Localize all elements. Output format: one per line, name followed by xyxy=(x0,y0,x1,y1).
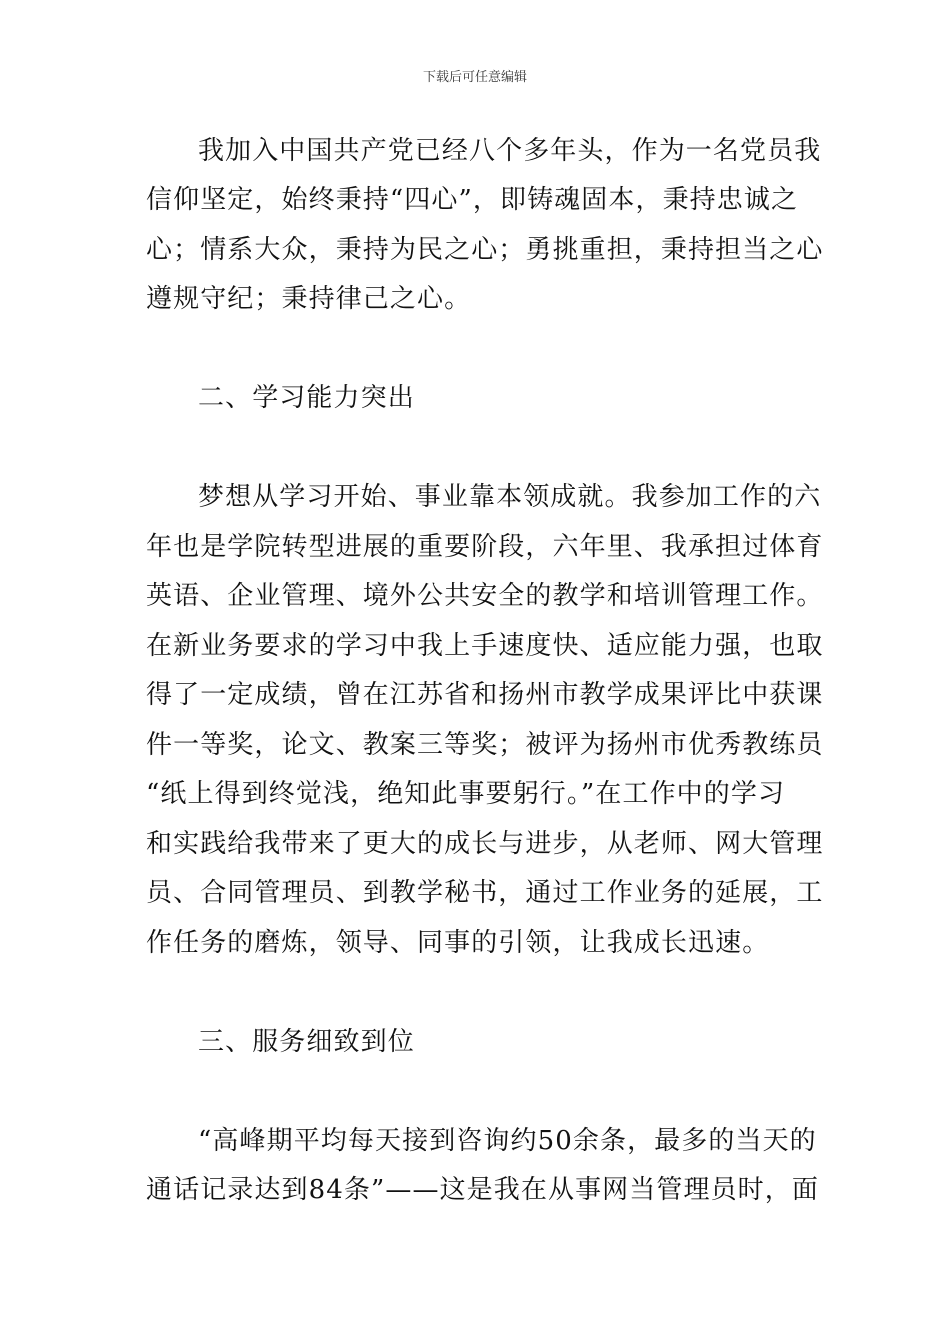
paragraph-line: 遵规守纪；秉持律己之心。 xyxy=(146,284,472,314)
page-header: 下载后可任意编辑 xyxy=(422,70,527,85)
paragraph-line: 在新业务要求的学习中我上手速度快、适应能力强，也取 xyxy=(146,631,824,661)
paragraph-line: 作任务的磨炼，领导、同事的引领，让我成长迅速。 xyxy=(146,928,770,958)
paragraph-line: 通话记录达到84条”——这是我在从事网当管理员时，面 xyxy=(146,1175,819,1205)
paragraph-line: 和实践给我带来了更大的成长与进步，从老师、网大管理 xyxy=(146,829,824,859)
paragraph-line: “高峰期平均每天接到咨询约50余条，最多的当天的 xyxy=(198,1126,817,1156)
section-heading: 三、服务细致到位 xyxy=(198,1027,415,1057)
paragraph-line: 得了一定成绩，曾在江苏省和扬州市教学成果评比中获课 xyxy=(146,680,824,710)
paragraph-line: 年也是学院转型进展的重要阶段，六年里、我承担过体育 xyxy=(146,532,824,562)
paragraph-line: “纸上得到终觉浅，绝知此事要躬行。”在工作中的学习 xyxy=(146,779,786,809)
paragraph-line: 我加入中国共产党已经八个多年头，作为一名党员我 xyxy=(198,136,822,166)
paragraph-line: 信仰坚定，始终秉持“四心”，即铸魂固本，秉持忠诚之 xyxy=(146,185,799,215)
paragraph-line: 员、合同管理员、到教学秘书，通过工作业务的延展，工 xyxy=(146,878,824,908)
paragraph-line: 梦想从学习开始、事业靠本领成就。我参加工作的六 xyxy=(198,482,822,512)
paragraph-line: 件一等奖，论文、教案三等奖；被评为扬州市优秀教练员 xyxy=(146,730,824,760)
paragraph-line: 英语、企业管理、境外公共安全的教学和培训管理工作。 xyxy=(146,581,824,611)
section-heading: 二、学习能力突出 xyxy=(198,383,415,413)
paragraph-line: 心；情系大众，秉持为民之心；勇挑重担，秉持担当之心 xyxy=(146,235,824,265)
